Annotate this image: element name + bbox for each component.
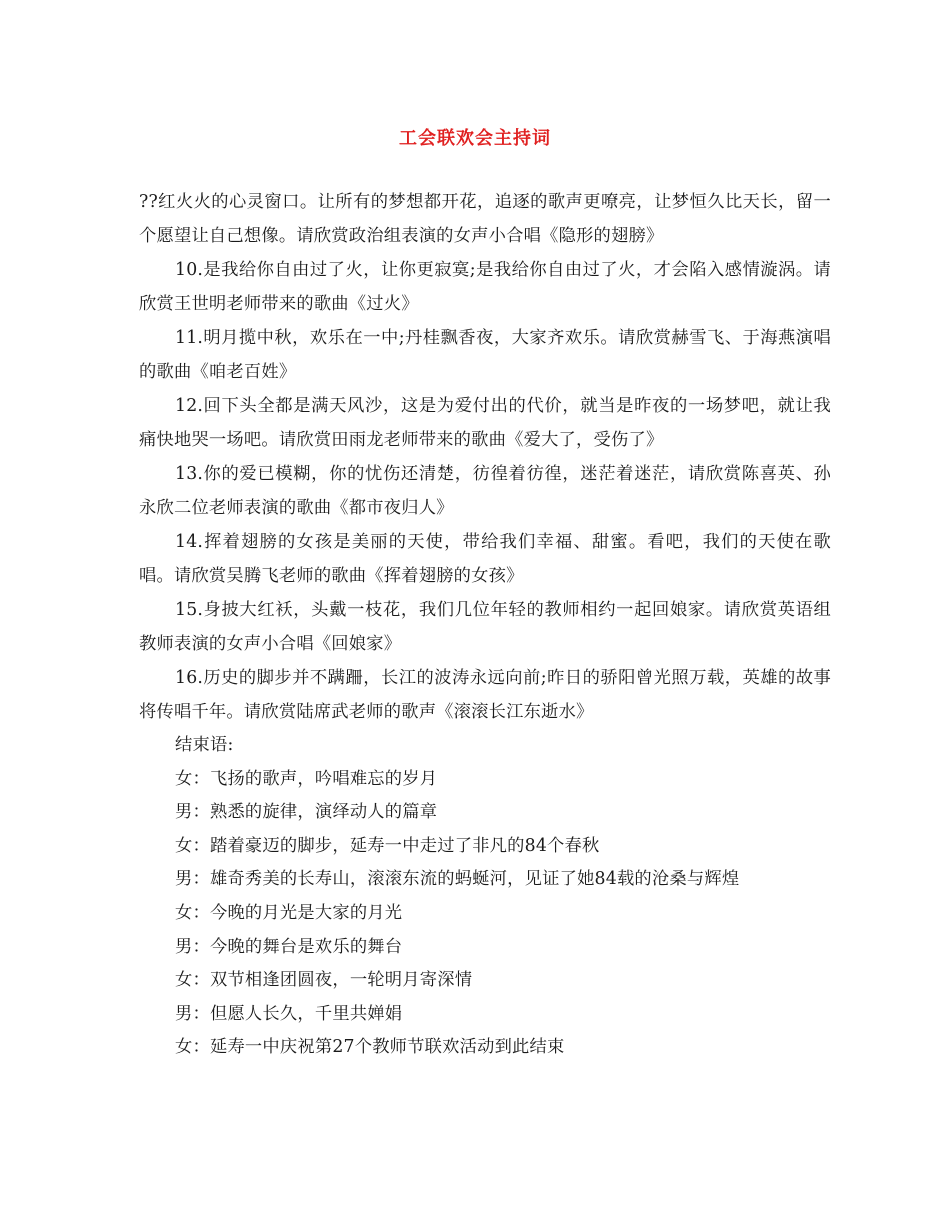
program-item-11: 11.明月揽中秋，欢乐在一中;丹桂飘香夜，大家齐欢乐。请欣赏赫雪飞、于海燕演唱的歌曲《咱老百姓》: [139, 328, 831, 382]
program-item-14: 14.挥着翅膀的女孩是美丽的天使，带给我们幸福、甜蜜。看吧，我们的天使在歌唱。请欣赏吴腾飞老师的歌曲《挥着翅膀的女孩》: [139, 532, 831, 586]
closing-line: 女：飞扬的歌声，吟唱难忘的岁月: [175, 768, 438, 789]
closing-line: 女：今晚的月光是大家的月光: [175, 902, 403, 923]
closing-line: 男：雄奇秀美的长寿山，滚滚东流的蚂蜒河，见证了她84载的沧桑与辉煌: [175, 869, 740, 890]
closing-line: 男：熟悉的旋律，演绎动人的篇章: [175, 802, 438, 823]
closing-heading: 结束语:: [175, 735, 234, 755]
program-item-15: 15.身披大红袄，头戴一枝花，我们几位年轻的教师相约一起回娘家。请欣赏英语组教师表演的女声小合唱《回娘家》: [139, 600, 831, 654]
program-item-12: 12.回下头全都是满天风沙，这是为爱付出的代价，就当是昨夜的一场梦吧，就让我痛快地哭一场吧。请欣赏田雨龙老师带来的歌曲《爱大了，受伤了》: [139, 396, 831, 450]
closing-line: 女：延寿一中庆祝第27个教师节联欢活动到此结束: [175, 1037, 565, 1058]
program-item-10: 10.是我给你自由过了火，让你更寂寞;是我给你自由过了火，才会陷入感情漩涡。请欣赏王世明老师带来的歌曲《过火》: [139, 260, 831, 314]
program-item-16: 16.历史的脚步并不蹒跚，长江的波涛永远向前;昨日的骄阳曾光照万载，英雄的故事将传唱千年。请欣赏陆席武老师的歌声《滚滚长江东逝水》: [139, 668, 831, 722]
closing-line: 男：但愿人长久，千里共婵娟: [175, 1003, 403, 1024]
closing-line: 女：双节相逢团圆夜，一轮明月寄深情: [175, 970, 473, 991]
document-title: 工会联欢会主持词: [399, 128, 551, 149]
program-item-13: 13.你的爱已模糊，你的忧伤还清楚，彷徨着彷徨，迷茫着迷茫，请欣赏陈喜英、孙永欣二位老师表演的歌曲《都市夜归人》: [139, 464, 831, 518]
closing-line: 男：今晚的舞台是欢乐的舞台: [175, 936, 403, 957]
closing-line: 女：踏着豪迈的脚步，延寿一中走过了非凡的84个春秋: [175, 835, 600, 856]
opening-paragraph: ??红火火的心灵窗口。让所有的梦想都开花，追逐的歌声更嘹亮，让梦恒久比天长，留一个愿望让自己想像。请欣赏政治组表演的女声小合唱《隐形的翅膀》: [139, 192, 831, 246]
document-body: [139, 185, 831, 1065]
